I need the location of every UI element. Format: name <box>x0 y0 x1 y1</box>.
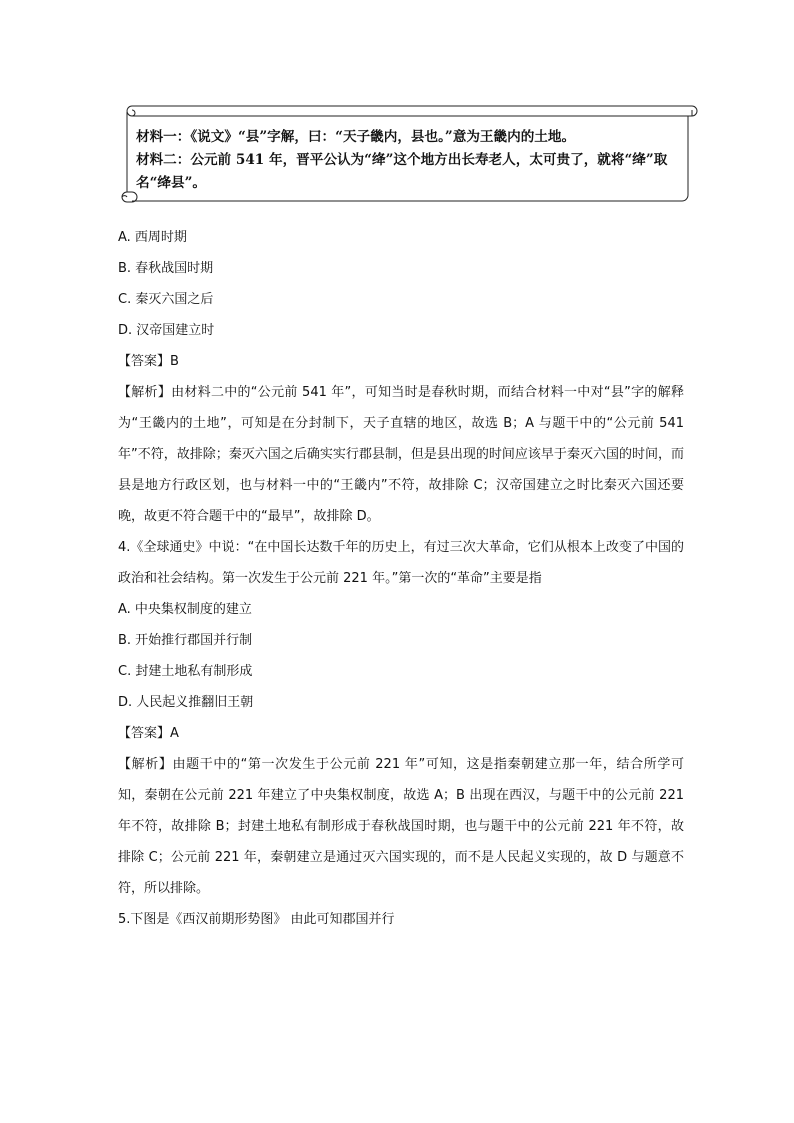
q4-option-c: C. 封建土地私有制形成 <box>118 664 253 679</box>
q4-option-b: B. 开始推行郡国并行制 <box>118 633 253 648</box>
q3-answer: 【答案】B <box>118 354 179 369</box>
material-line-1: 材料一：《说文》“县”字解，曰：“天子畿内，县也。”意为王畿内的土地。 <box>136 129 576 145</box>
q4-answer: 【答案】A <box>118 726 179 741</box>
q3-option-b: B. 春秋战国时期 <box>118 261 214 276</box>
material-line-2: 材料二：公元前 541 年，晋平公认为“绛”这个地方出长寿老人，太可贵了，就将“绛”取名“绛县”。 <box>136 152 668 191</box>
q4-stem: 4.《全球通史》中说：“在中国长达数千年的历史上，有过三次大革命，它们从根本上改变了中国的政治和社会结构。第一次发生于公元前 221 年。”第一次的“革命”主要是指 <box>118 540 684 586</box>
q5-stem: 5.下图是《西汉前期形势图》 由此可知郡国并行 <box>118 912 395 927</box>
q4-option-a: A. 中央集权制度的建立 <box>118 602 252 617</box>
q3-option-d: D. 汉帝国建立时 <box>118 323 215 338</box>
q3-analysis: 【解析】由材料二中的“公元前 541 年”，可知当时是春秋时期，而结合材料一中对“县”字的解释为“王畿内的土地”，可知是在分封制下，天子直辖的地区，故选 B；A 与题干中的“公元前 541 年”不符，故排除；秦灭六国之后确实实行郡县制，但是县出现的时间应该早于秦灭六国的时间，而县是地方行政区划，也与材料一中的“王畿内”不符，故排除 C；汉帝国建立之时比秦灭六国还要晚，故更不符合题干中的“最早”，故排除 D。 <box>118 385 684 524</box>
q3-option-a: A. 西周时期 <box>118 230 187 245</box>
q4-analysis: 【解析】由题干中的“第一次发生于公元前 221 年”可知，这是指秦朝建立那一年，结合所学可知，秦朝在公元前 221 年建立了中央集权制度，故选 A；B 出现在西汉，与题干中的公元前 221 年不符，故排除 B；封建土地私有制形成于春秋战国时期，也与题干中的公元前 221 年不符，故排除 C；公元前 221 年，秦朝建立是通过灭六国实现的，而不是人民起义实现的，故 D 与题意不符，所以排除。 <box>118 757 684 896</box>
q4-option-d: D. 人民起义推翻旧王朝 <box>118 695 254 710</box>
material-text <box>136 126 684 195</box>
q3-option-c: C. 秦灭六国之后 <box>118 292 214 307</box>
